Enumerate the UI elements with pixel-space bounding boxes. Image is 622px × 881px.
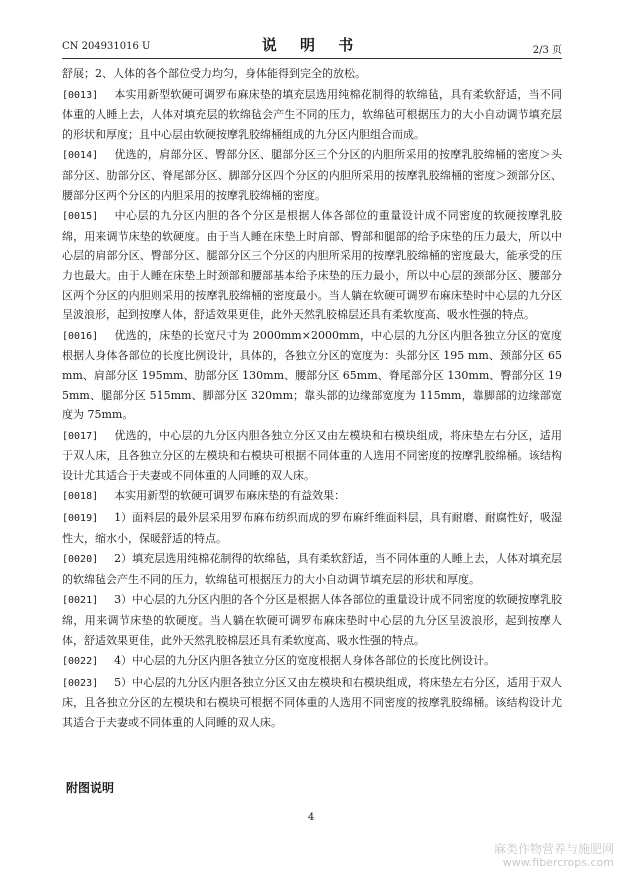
page-indicator: 2/3 页 <box>532 45 562 56</box>
paragraph <box>62 508 562 548</box>
description-body <box>62 64 562 734</box>
paragraph-text: 4）中心层的九分区内胆各独立分区的宽度根据人身体各部位的长度比例设计。 <box>114 654 496 668</box>
document-title: 说 明 书 <box>261 36 363 54</box>
paragraph <box>62 326 562 425</box>
paragraph <box>62 426 562 486</box>
paragraph <box>62 206 562 325</box>
paragraph <box>62 590 562 650</box>
paragraph-text: 优选的，肩部分区、臀部分区、腿部分区三个分区的内胆所采用的按摩乳胶绵桶的密度＞头部分区、肋部分区、脊尾部分区、脚部分区四个分区的内胆所采用的按摩乳胶绵桶的密度＞颈部分区、腰部分区两个分区的内胆采用的按摩乳胶绵桶的密度。 <box>62 148 562 202</box>
paragraph-text: 3）中心层的九分区内胆的各个分区是根据人体各部位的重量设计成不同密度的软硬按摩乳胶绵，用来调节床垫的软硬度。当人躺在软硬可调罗布麻床垫时中心层的九分区呈波浪形，起到按摩人体，舒适效果更佳，此外天然乳胶棉层还具有柔软度高、吸水性强的特点。 <box>62 593 562 647</box>
paragraph <box>62 549 562 589</box>
paragraph <box>62 85 562 145</box>
paragraph-text: 1）面料层的最外层采用罗布麻布纺织而成的罗布麻纤维面料层，具有耐磨、耐腐性好，吸湿性大，缩水小，保暖舒适的特点。 <box>62 511 562 545</box>
watermark <box>494 842 614 870</box>
paragraph-number: [0019] <box>62 513 99 525</box>
paragraph-text: 5）中心层的九分区内胆各独立分区又由左模块和右模块组成，将床垫左右分区，适用于双人床，且各独立分区的左模块和右模块可根据不同体重的人选用不同密度的按摩乳胶绵桶。该结构设计尤其适合于夫妻或不同体重的人同睡的双人床。 <box>62 675 562 729</box>
paragraph-number: [0020] <box>62 554 99 566</box>
paragraph-number: [0016] <box>62 330 99 342</box>
paragraph <box>62 486 562 507</box>
paragraph-text: 本实用新型软硬可调罗布麻床垫的填充层选用纯棉花制得的软绵毡，具有柔软舒适，当不同体重的人睡上去，人体对填充层的软绵毡会产生不同的压力，软绵毡可根据压力的大小自动调节填充层的形状和厚度；且中心层由软硬按摩乳胶绵桶组成的九分区内胆组合而成。 <box>62 87 562 141</box>
paragraph-text: 优选的，床垫的长宽尺寸为 2000mm×2000mm，中心层的九分区内胆各独立分区的宽度根据人身体各部位的长度比例设计，具体的，各独立分区的宽度为：头部分区 195 mm、颈部分区 65mm、肩部分区 195mm、肋部分区 130mm、腰部分区 65mm、脊尾部分区 130mm、臀部分区 195mm、腿部分区 515mm、脚部分区 320mm；靠头部的边缘部宽度为 115mm，靠脚部的边缘部宽度为 75mm。 <box>62 328 562 422</box>
paragraph <box>62 673 562 733</box>
watermark-site-name: 麻类作物营养与施肥网 <box>493 842 614 856</box>
paragraph-number: [0017] <box>62 430 99 442</box>
paragraph-number: [0015] <box>62 211 99 223</box>
paragraph-number: [0022] <box>62 656 99 668</box>
watermark-url: www.fibercrops.com <box>502 856 614 869</box>
paragraph-number: [0021] <box>62 595 99 607</box>
header-divider <box>62 58 562 59</box>
paragraph-number: [0023] <box>62 677 99 689</box>
paragraph-number: [0014] <box>62 150 99 162</box>
section-title-figure-description: 附图说明 <box>66 781 115 795</box>
paragraph <box>62 64 562 84</box>
paragraph <box>62 145 562 205</box>
paragraph-number: [0013] <box>62 89 99 101</box>
page-number: 4 <box>307 812 315 823</box>
document-number: CN 204931016 U <box>62 41 151 52</box>
paragraph-number: [0018] <box>62 491 99 503</box>
paragraph-text: 本实用新型的软硬可调罗布麻床垫的有益效果： <box>114 489 346 503</box>
paragraph-text: 舒展；2、人体的各个部位受力均匀，身体能得到完全的放松。 <box>62 67 366 80</box>
paragraph-text: 优选的，中心层的九分区内胆各独立分区又由左模块和右模块组成，将床垫左右分区，适用于双人床，且各独立分区的左模块和右模块可根据不同体重的人选用不同密度的按摩乳胶绵桶。该结构设计尤其适合于夫妻或不同体重的人同睡的双人床。 <box>62 428 562 482</box>
paragraph <box>62 651 562 672</box>
paragraph-text: 中心层的九分区内胆的各个分区是根据人体各部位的重量设计成不同密度的软硬按摩乳胶绵，用来调节床垫的软硬度。由于当人睡在床垫上时肩部、臀部和腿部的给予床垫的压力最大，所以中心层的肩部分区、臀部分区、腿部分区三个分区的内胆所采用的按摩乳胶绵桶的密度最大，能承受的压力也最大。由于人睡在床垫上时颈部和腰部基本给予床垫的压力最小，所以中心层的颈部分区、腰部分区两个分区的内胆则采用的按摩乳胶绵桶的密度最小。当人躺在软硬可调罗布麻床垫时中心层的九分区呈波浪形，起到按摩人体，舒适效果更佳，此外天然乳胶棉层还具有柔软度高、吸水性强的特点。 <box>62 209 562 322</box>
page-header <box>62 32 562 54</box>
paragraph-text: 2）填充层选用纯棉花制得的软绵毡，具有柔软舒适，当不同体重的人睡上去，人体对填充层的软绵毡会产生不同的压力，软绵毡可根据压力的大小自动调节填充层的形状和厚度。 <box>62 552 562 586</box>
